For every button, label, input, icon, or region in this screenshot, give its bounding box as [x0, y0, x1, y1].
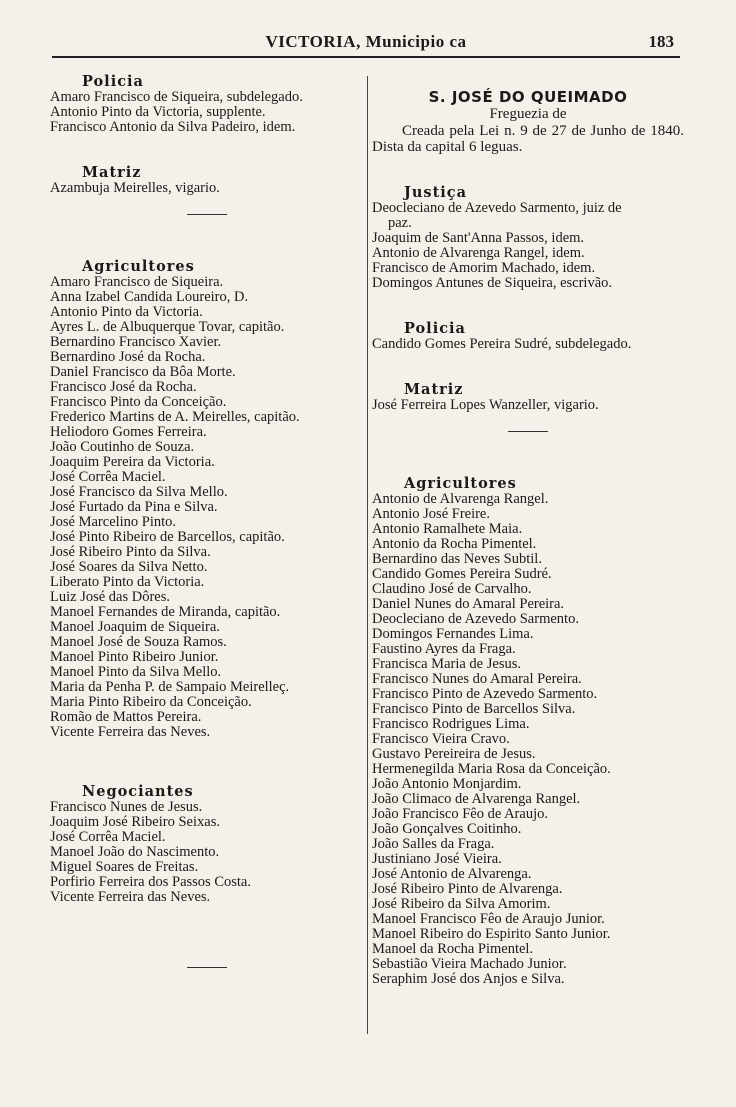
- parish-subtitle: Freguezia de: [489, 106, 567, 122]
- right-column: [372, 74, 684, 987]
- section-title: Agricultores: [404, 475, 517, 492]
- list-item: José Corrêa Maciel.: [50, 469, 166, 485]
- list-item: João Coutinho de Souza.: [50, 439, 195, 455]
- list-item: José Ribeiro Pinto da Silva.: [50, 544, 211, 560]
- list-item: José Marcelino Pinto.: [50, 514, 177, 530]
- list-item: Francisco Antonio da Silva Padeiro, idem.: [50, 119, 296, 135]
- page-header: [52, 30, 680, 58]
- list-item: Maria Pinto Ribeiro da Conceição.: [50, 694, 252, 710]
- list-item: Maria da Penha P. de Sampaio Meirelleç.: [50, 679, 290, 695]
- list-item: Daniel Francisco da Bôa Morte.: [50, 364, 236, 380]
- section-title: Negociantes: [82, 783, 194, 800]
- right-agricultores-section: [372, 476, 684, 987]
- list-item: Bernardino das Neves Subtil.: [372, 551, 542, 567]
- list-item: Justiniano José Vieira.: [372, 851, 502, 867]
- list-item: Frederico Martins de A. Meirelles, capitão.: [50, 409, 300, 425]
- list-item: Francisco Pinto da Conceição.: [50, 394, 227, 410]
- section-title: Agricultores: [82, 258, 195, 275]
- left-negociantes-section: [50, 784, 364, 905]
- list-item: Deocleciano de Azevedo Sarmento.: [372, 611, 579, 627]
- list-item: Sebastião Vieira Machado Junior.: [372, 956, 567, 972]
- list-item: José Ribeiro Pinto de Alvarenga.: [372, 881, 563, 897]
- right-justica-section: [372, 185, 684, 291]
- left-column: [50, 74, 364, 968]
- list-item: Manoel Ribeiro do Espirito Santo Junior.: [372, 926, 611, 942]
- list-item: Antonio Ramalhete Maia.: [372, 521, 523, 537]
- list-item: Francisco José da Rocha.: [50, 379, 197, 395]
- left-policia-section: [50, 74, 364, 135]
- list-item: Seraphim José dos Anjos e Silva.: [372, 971, 565, 987]
- list-item: Bernardino Francisco Xavier.: [50, 334, 222, 350]
- list-item: paz.: [388, 215, 412, 231]
- list-item: Joaquim José Ribeiro Seixas.: [50, 814, 220, 830]
- right-matriz-section: [372, 382, 684, 413]
- list-item: Manoel Joaquim de Siqueira.: [50, 619, 220, 635]
- list-item: José Pinto Ribeiro de Barcellos, capitão.: [50, 529, 285, 545]
- list-item: Manoel João do Nascimento.: [50, 844, 220, 860]
- list-item: Joaquim de Sant'Anna Passos, idem.: [372, 230, 585, 246]
- parish-description: Creada pela Lei n. 9 de 27 de Junho de 1840. Dista da capital 6 leguas.: [372, 123, 684, 155]
- list-item: Manoel Fernandes de Miranda, capitão.: [50, 604, 281, 620]
- section-title: Matriz: [82, 164, 142, 181]
- list-item: Francisco Rodrigues Lima.: [372, 716, 530, 732]
- list-item: Antonio de Alvarenga Rangel.: [372, 491, 549, 507]
- list-item: José Corrêa Maciel.: [50, 829, 166, 845]
- parish-title: S. JOSÉ DO QUEIMADO: [428, 88, 628, 106]
- list-item: Francisco Vieira Cravo.: [372, 731, 510, 747]
- list-item: Claudino José de Carvalho.: [372, 581, 532, 597]
- list-item: Antonio da Rocha Pimentel.: [372, 536, 537, 552]
- list-item: Francisco Nunes de Jesus.: [50, 799, 203, 815]
- list-item: José Ferreira Lopes Wanzeller, vigario.: [372, 397, 599, 413]
- list-item: Amaro Francisco de Siqueira.: [50, 274, 224, 290]
- page-number: 183: [648, 32, 674, 51]
- section-title: Matriz: [404, 381, 464, 398]
- list-item: Amaro Francisco de Siqueira, subdelegado.: [50, 89, 303, 105]
- list-item: Daniel Nunes do Amaral Pereira.: [372, 596, 565, 612]
- left-agricultores-section: [50, 259, 364, 740]
- list-item: Antonio Pinto da Victoria, supplente.: [50, 104, 266, 120]
- section-title: Justiça: [404, 184, 467, 201]
- list-item: Francisco Pinto de Azevedo Sarmento.: [372, 686, 598, 702]
- list-item: Francisca Maria de Jesus.: [372, 656, 521, 672]
- list-item: João Francisco Fêo de Araujo.: [372, 806, 548, 822]
- list-item: Ayres L. de Albuquerque Tovar, capitão.: [50, 319, 285, 335]
- list-item: Vicente Ferreira das Neves.: [50, 889, 211, 905]
- list-item: José Francisco da Silva Mello.: [50, 484, 228, 500]
- list-item: Vicente Ferreira das Neves.: [50, 724, 211, 740]
- list-item: Romão de Mattos Pereira.: [50, 709, 202, 725]
- list-item: Manoel Pinto Ribeiro Junior.: [50, 649, 219, 665]
- list-item: Liberato Pinto da Victoria.: [50, 574, 205, 590]
- list-item: Gustavo Pereireira de Jesus.: [372, 746, 536, 762]
- list-item: João Salles da Fraga.: [372, 836, 495, 852]
- list-item: Francisco de Amorim Machado, idem.: [372, 260, 596, 276]
- list-item: Faustino Ayres da Fraga.: [372, 641, 516, 657]
- list-item: Candido Gomes Pereira Sudré.: [372, 566, 552, 582]
- list-item: Luiz José das Dôres.: [50, 589, 171, 605]
- list-item: Bernardino José da Rocha.: [50, 349, 206, 365]
- list-item: Domingos Fernandes Lima.: [372, 626, 534, 642]
- list-item: Azambuja Meirelles, vigario.: [50, 180, 220, 196]
- list-item: José Ribeiro da Silva Amorim.: [372, 896, 551, 912]
- list-item: Francisco Pinto de Barcellos Silva.: [372, 701, 576, 717]
- running-title: VICTORIA, Municipio ca: [265, 32, 467, 51]
- column-divider: [367, 76, 368, 1034]
- list-item: Francisco Nunes do Amaral Pereira.: [372, 671, 582, 687]
- list-item: José Antonio de Alvarenga.: [372, 866, 532, 882]
- list-item: Manoel da Rocha Pimentel.: [372, 941, 534, 957]
- right-policia-section: [372, 321, 684, 352]
- list-item: Domingos Antunes de Siqueira, escrivão.: [372, 275, 613, 291]
- list-item: João Gonçalves Coitinho.: [372, 821, 522, 837]
- list-item: Anna Izabel Candida Loureiro, D.: [50, 289, 249, 305]
- list-item: Hermenegilda Maria Rosa da Conceição.: [372, 761, 611, 777]
- section-title: Policia: [82, 73, 144, 90]
- list-item: Heliodoro Gomes Ferreira.: [50, 424, 207, 440]
- list-item: João Antonio Monjardim.: [372, 776, 522, 792]
- list-item: Miguel Soares de Freitas.: [50, 859, 199, 875]
- section-rule: [187, 967, 227, 968]
- section-title: Policia: [404, 320, 466, 337]
- list-item: José Soares da Silva Netto.: [50, 559, 208, 575]
- list-item: Manoel José de Souza Ramos.: [50, 634, 227, 650]
- list-item: Porfirio Ferreira dos Passos Costa.: [50, 874, 251, 890]
- list-item: Joaquim Pereira da Victoria.: [50, 454, 215, 470]
- list-item: Deocleciano de Azevedo Sarmento, juiz de: [372, 200, 622, 216]
- list-item: Antonio Pinto da Victoria.: [50, 304, 203, 320]
- list-item: José Furtado da Pina e Silva.: [50, 499, 218, 515]
- list-item: Manoel Pinto da Silva Mello.: [50, 664, 222, 680]
- list-item: João Climaco de Alvarenga Rangel.: [372, 791, 581, 807]
- list-item: Antonio de Alvarenga Rangel, idem.: [372, 245, 585, 261]
- list-item: Manoel Francisco Fêo de Araujo Junior.: [372, 911, 605, 927]
- left-matriz-section: [50, 165, 364, 196]
- list-item: Antonio José Freire.: [372, 506, 490, 522]
- list-item: Candido Gomes Pereira Sudré, subdelegado.: [372, 336, 632, 352]
